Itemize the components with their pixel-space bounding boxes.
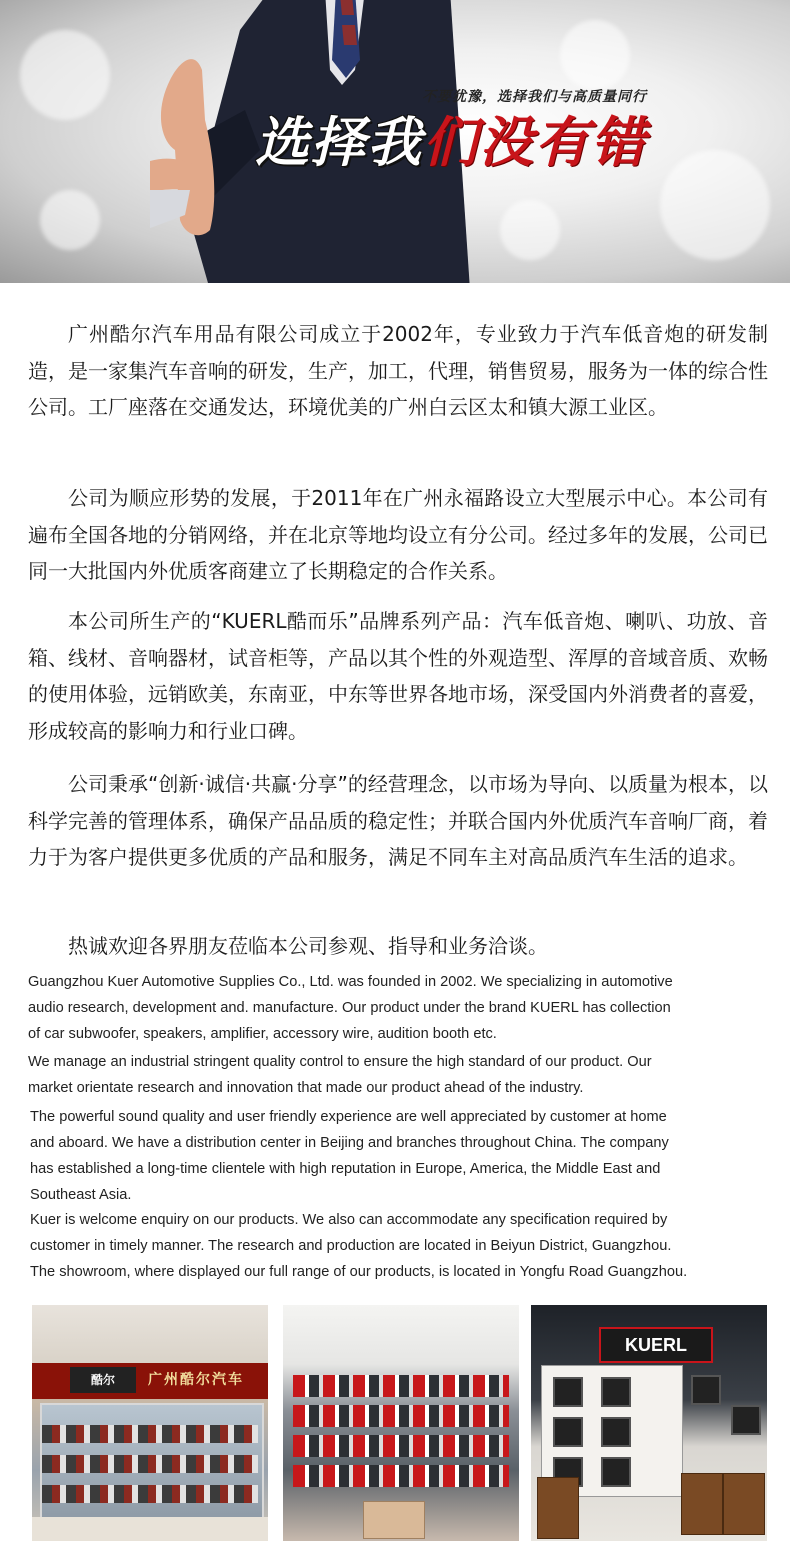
english-line: Guangzhou Kuer Automotive Supplies Co., Ltd. was founded in 2002. We specializing in automotive: [28, 974, 673, 990]
product-rack: [293, 1435, 509, 1457]
bokeh-light: [560, 20, 630, 90]
speaker-unit: [601, 1417, 631, 1447]
chinese-paragraph-2: [28, 480, 768, 590]
product-rack: [293, 1375, 509, 1397]
english-line: We manage an industrial stringent quality control to ensure the high standard of our product. Our: [28, 1054, 652, 1070]
english-line: The powerful sound quality and user friendly experience are well appreciated by customer at home: [30, 1109, 667, 1125]
english-line: Kuer is welcome enquiry on our products. We also can accommodate any specification required by: [30, 1212, 668, 1228]
speaker-unit: [691, 1375, 721, 1405]
product-shelf: [42, 1485, 258, 1503]
chinese-paragraph-text: 公司秉承“创新·诚信·共赢·分享”的经营理念，以市场为导向、以质量为根本，以科学完善的管理体系，确保产品品质的稳定性；并联合国内外优质汽车音响厂商，着力于为客户提供更多优质的产品和服务，满足不同车主对高品质汽车生活的追求。: [28, 772, 768, 869]
english-line: and aboard. We have a distribution center in Beijing and branches throughout China. The company: [30, 1135, 669, 1151]
product-rack: [293, 1405, 509, 1427]
wooden-speaker-cabinet: [681, 1473, 723, 1535]
store-sign-text: 广州酷尔汽车: [148, 1372, 244, 1388]
english-paragraph-1: [28, 969, 780, 1047]
bokeh-light: [40, 190, 100, 250]
chinese-paragraph-text: 本公司所生产的“KUERL酷而乐”品牌系列产品：汽车低音炮、喇叭、功放、音箱、线材、音响器材，试音柜等，产品以其个性的外观造型、浑厚的音域音质、欢畅的使用体验，远销欧美，东南亚，中东等世界各地市场，深受国内外消费者的喜爱，形成较高的影响力和行业口碑。: [28, 609, 768, 743]
showroom-photo: [283, 1305, 519, 1541]
english-paragraph-3: [30, 1104, 782, 1208]
slogan-white-part: 选择我: [255, 111, 423, 174]
english-line: audio research, development and. manufacture. Our product under the brand KUERL has collection: [28, 1000, 671, 1016]
slogan-red-part: 们没有错: [423, 111, 647, 174]
speaker-unit: [553, 1417, 583, 1447]
english-line: has established a long-time clientele with high reputation in Europe, America, the Middle East and: [30, 1161, 661, 1177]
speaker-display-photo: [531, 1305, 767, 1541]
cardboard-box: [363, 1501, 425, 1539]
speaker-unit: [553, 1377, 583, 1407]
chinese-paragraph-4: [28, 766, 768, 876]
english-paragraph-2: [28, 1049, 780, 1101]
english-line: of car subwoofer, speakers, amplifier, accessory wire, audition booth etc.: [28, 1026, 497, 1042]
speaker-unit: [731, 1405, 761, 1435]
wooden-speaker-cabinet: [723, 1473, 765, 1535]
chinese-paragraph-text: 公司为顺应形势的发展，于2011年在广州永福路设立大型展示中心。本公司有遍布全国各地的分销网络，并在北京等地均设立有分公司。经过多年的发展，公司已同一大批国内外优质客商建立了长期稳定的合作关系。: [28, 486, 768, 583]
product-shelf: [42, 1455, 258, 1473]
product-shelf: [42, 1425, 258, 1443]
store-signboard: [32, 1363, 268, 1399]
bokeh-light: [660, 150, 770, 260]
wooden-speaker-cabinet: [537, 1477, 579, 1539]
banner-slogan: [255, 100, 647, 177]
speaker-unit: [601, 1377, 631, 1407]
english-paragraph-4: [30, 1207, 782, 1285]
store-sign-logo: 酷尔: [70, 1367, 136, 1393]
english-line: Southeast Asia.: [30, 1187, 132, 1203]
english-line: The showroom, where displayed our full range of our products, is located in Yongfu Road Guangzhou.: [30, 1264, 688, 1280]
brand-sign: KUERL: [599, 1327, 713, 1363]
hero-banner: [0, 0, 790, 283]
english-line: customer in timely manner. The research and production are located in Beiyun District, Guangzhou.: [30, 1238, 672, 1254]
bokeh-light: [20, 30, 110, 120]
english-line: market orientate research and innovation that made our product ahead of the industry.: [28, 1080, 584, 1096]
store-floor: [32, 1517, 268, 1541]
chinese-paragraph-3: [28, 603, 768, 749]
product-rack: [293, 1465, 509, 1487]
chinese-paragraph-1: [28, 316, 768, 426]
speaker-unit: [601, 1457, 631, 1487]
banner-tagline: 不要犹豫，选择我们与高质量同行: [422, 89, 647, 105]
chinese-paragraph-text: 热诚欢迎各界朋友莅临本公司参观、指导和业务洽谈。: [68, 934, 548, 958]
bokeh-light: [500, 200, 560, 260]
storefront-photo: [32, 1305, 268, 1541]
chinese-paragraph-5: [28, 928, 768, 965]
chinese-paragraph-text: 广州酷尔汽车用品有限公司成立于2002年，专业致力于汽车低音炮的研发制造，是一家集汽车音响的研发，生产，加工，代理，销售贸易，服务为一体的综合性公司。工厂座落在交通发达，环境优美的广州白云区太和镇大源工业区。: [28, 322, 768, 419]
